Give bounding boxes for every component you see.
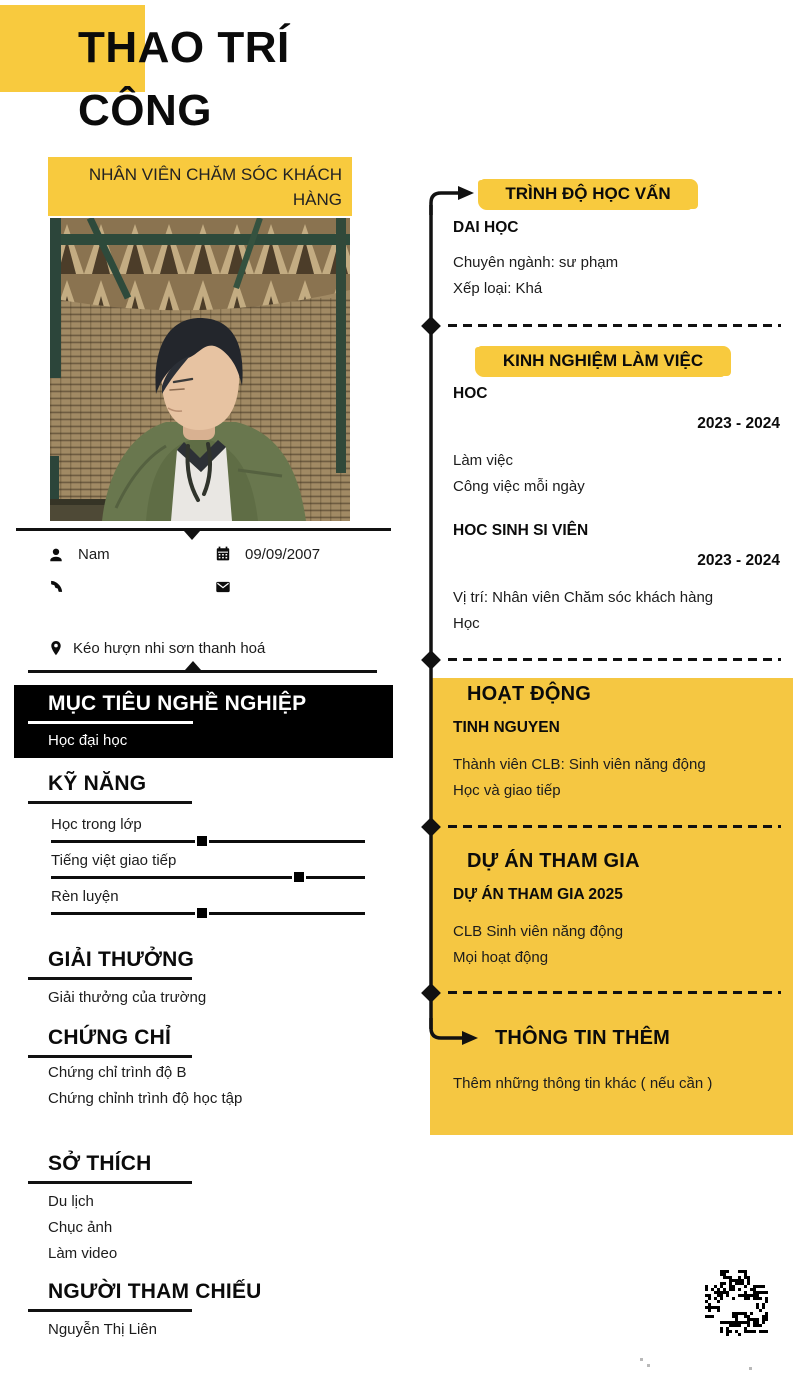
- location-pin-icon: [48, 640, 64, 656]
- person-icon: [48, 547, 64, 563]
- additional-line: Thêm những thông tin khác ( nếu cần ): [453, 1075, 713, 1092]
- details-top-rule: [16, 528, 391, 531]
- skill-label: Học trong lớp: [51, 816, 142, 833]
- certificate-item: Chứng chỉnh trình độ học tập: [48, 1090, 243, 1107]
- activities-line: Thành viên CLB: Sinh viên năng động: [453, 756, 706, 773]
- education-line: Chuyên ngành: sư phạm: [453, 254, 619, 271]
- address-value: Kéo hượn nhi sơn thanh hoá: [73, 640, 266, 657]
- experience-title: HOC: [453, 385, 488, 402]
- gender-value: Nam: [78, 546, 110, 563]
- references-heading: NGƯỜI THAM CHIẾU: [48, 1280, 262, 1303]
- details-bottom-rule: [28, 670, 377, 673]
- experience-heading: KINH NGHIỆM LÀM VIỆC: [478, 346, 728, 376]
- objective-underline: [28, 721, 193, 724]
- hobbies-heading: SỞ THÍCH: [48, 1152, 152, 1175]
- activities-line: Học và giao tiếp: [453, 782, 561, 799]
- experience-date: 2023 - 2024: [697, 552, 780, 569]
- section-dashed-divider: [448, 324, 781, 327]
- dob-value: 09/09/2007: [245, 546, 321, 563]
- hobby-item: Làm video: [48, 1245, 118, 1262]
- projects-line: Mọi hoạt động: [453, 949, 549, 966]
- projects-line: CLB Sinh viên năng động: [453, 923, 624, 940]
- divider-up-arrow: [185, 661, 201, 670]
- reference-item: Nguyễn Thị Liên: [48, 1321, 157, 1338]
- education-degree: DAI HỌC: [453, 219, 519, 236]
- awards-underline: [28, 977, 192, 980]
- objective-heading: MỤC TIÊU NGHỀ NGHIỆP: [48, 692, 307, 715]
- projects-heading: DỰ ÁN THAM GIA: [467, 850, 640, 872]
- calendar-icon: [215, 546, 231, 562]
- divider-down-arrow: [184, 531, 200, 540]
- hobby-item: Du lịch: [48, 1193, 94, 1210]
- references-underline: [28, 1309, 192, 1312]
- skills-heading: KỸ NĂNG: [48, 772, 147, 795]
- projects-title: DỰ ÁN THAM GIA 2025: [453, 886, 623, 903]
- skill-label: Tiếng việt giao tiếp: [51, 852, 177, 869]
- awards-heading: GIẢI THƯỞNG: [48, 948, 195, 971]
- skill-slider: [51, 840, 365, 843]
- section-dashed-divider: [448, 658, 781, 661]
- experience-line: Vị trí: Nhân viên Chăm sóc khách hàng: [453, 589, 714, 606]
- print-speck: [640, 1358, 643, 1361]
- skill-label: Rèn luyện: [51, 888, 119, 905]
- award-item: Giải thưởng của trường: [48, 989, 207, 1006]
- experience-line: Công việc mỗi ngày: [453, 478, 585, 495]
- print-speck: [647, 1364, 650, 1367]
- section-dashed-divider: [448, 825, 781, 828]
- job-title-box: NHÂN VIÊN CHĂM SÓC KHÁCH HÀNG: [48, 157, 352, 216]
- education-heading: TRÌNH ĐỘ HỌC VẤN: [481, 179, 695, 209]
- certificates-underline: [28, 1055, 192, 1058]
- skill-slider-handle[interactable]: [292, 870, 306, 884]
- email-icon: [215, 579, 231, 595]
- name-line-1: THAO TRÍ: [78, 23, 290, 72]
- section-dashed-divider: [448, 991, 781, 994]
- skill-slider-handle[interactable]: [195, 906, 209, 920]
- qr-code: [696, 1270, 777, 1345]
- skill-slider: [51, 912, 365, 915]
- certificate-item: Chứng chỉ trình độ B: [48, 1064, 187, 1081]
- experience-line: Làm việc: [453, 452, 514, 469]
- activities-heading: HOẠT ĐỘNG: [467, 683, 592, 705]
- education-line: Xếp loại: Khá: [453, 280, 543, 297]
- print-speck: [749, 1367, 752, 1370]
- hobby-item: Chục ảnh: [48, 1219, 113, 1236]
- experience-line: Học: [453, 615, 480, 632]
- experience-title: HOC SINH SI VIÊN: [453, 522, 589, 539]
- certificates-heading: CHỨNG CHỈ: [48, 1026, 172, 1049]
- skill-slider: [51, 876, 365, 879]
- page-title: [78, 16, 290, 142]
- hobbies-underline: [28, 1181, 192, 1184]
- objective-text: Học đại học: [48, 732, 128, 749]
- profile-photo: [50, 218, 350, 521]
- activities-title: TINH NGUYEN: [453, 719, 560, 736]
- skills-underline: [28, 801, 192, 804]
- objective-section: [14, 685, 393, 758]
- additional-heading: THÔNG TIN THÊM: [495, 1027, 671, 1049]
- phone-icon: [48, 579, 64, 595]
- skill-slider-handle[interactable]: [195, 834, 209, 848]
- experience-date: 2023 - 2024: [697, 415, 780, 432]
- name-line-2: CÔNG: [78, 86, 212, 135]
- yellow-panel: [430, 678, 793, 1135]
